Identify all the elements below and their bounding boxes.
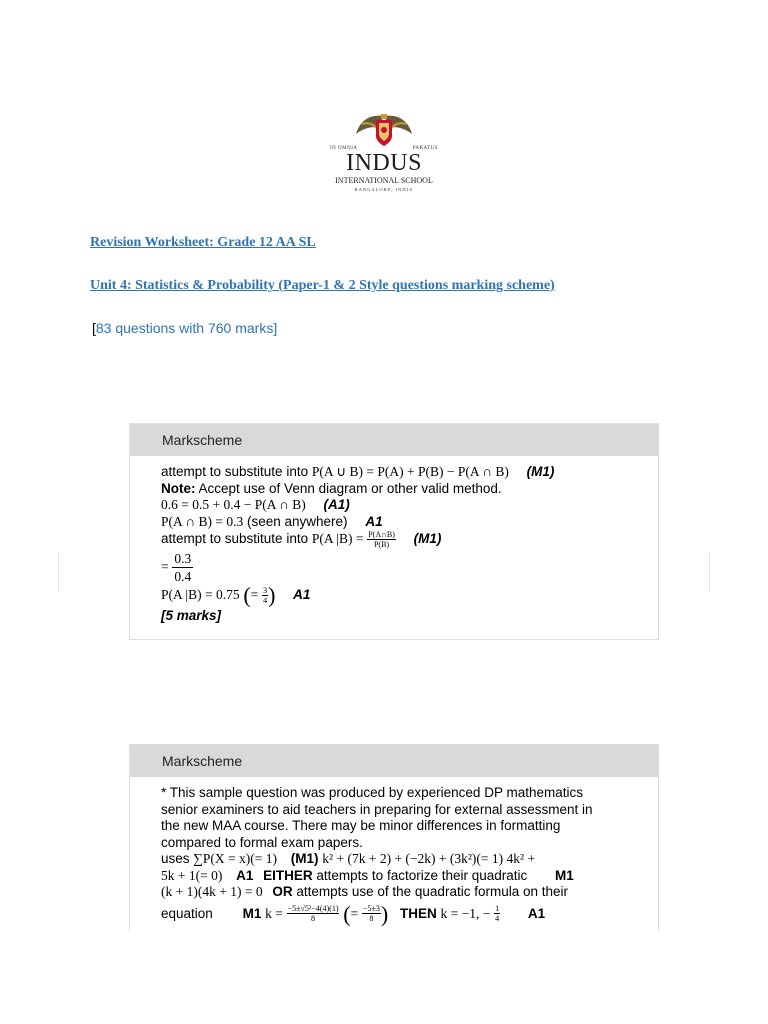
school-logo	[330, 112, 438, 198]
ms1-line-4	[161, 514, 628, 531]
logo-name: INDUS	[346, 150, 422, 176]
ms1-line-3	[161, 497, 628, 514]
question-count-bracket: [	[92, 320, 96, 336]
ms1-l5-fraction	[367, 530, 396, 549]
markscheme-body-1	[130, 456, 658, 625]
ms1-l7-mark: A1	[293, 587, 311, 603]
ms2-either: EITHER	[263, 867, 313, 883]
question-count	[92, 320, 277, 336]
ms2-l6-mark: A1	[236, 867, 254, 883]
ms1-l5-text: attempt to substitute into	[161, 531, 309, 547]
ms1-l5-num: P(A∩B)	[368, 530, 395, 539]
ms2-l7-math: (k + 1)(4k + 1) = 0	[161, 884, 263, 899]
ms2-l8-fraction	[287, 904, 340, 923]
ms1-l6-num: 0.3	[174, 551, 192, 566]
ms1-l7-den: 4	[263, 596, 268, 605]
ms2-l8-fraction2	[362, 904, 381, 923]
overlay-right-edge	[709, 553, 710, 591]
ms2-line-7	[161, 884, 628, 901]
ms2-para-2: senior examiners to aid teachers in preparing for external assessment in	[161, 801, 593, 817]
ms1-l6-eq: =	[161, 559, 169, 575]
ms2-l8-rden: 4	[495, 914, 500, 924]
ms2-l8-k: k =	[265, 905, 283, 921]
motto-left: IN OMNIA	[330, 146, 358, 151]
ms1-l5-math: P(A |B) =	[311, 531, 364, 547]
ms2-l5-text: uses	[161, 851, 190, 866]
ms1-line-7: P(A |B) = 0.75 (= $\frac{3}{4}$ ) A1	[161, 582, 311, 608]
ms2-l6-text: attempts to factorize their quadratic	[312, 867, 528, 883]
ms2-l8-result: k = −1, −	[440, 905, 491, 921]
ms1-total: [5 marks]	[161, 608, 222, 623]
ms2-l7-text: attempts use of the quadratic formula on their	[292, 884, 568, 899]
ms1-l1-mark: (M1)	[526, 464, 555, 479]
ms1-l1-text: attempt to substitute into	[161, 464, 309, 479]
ms2-then: THEN	[399, 905, 437, 921]
question-count-text: 83 questions with 760 marks]	[95, 320, 278, 336]
ms2-line-6	[161, 868, 628, 885]
crest-icon	[330, 112, 438, 148]
ms2-para-3: the new MAA course. There may be minor differences in formatting	[161, 818, 561, 833]
logo-subtitle: INTERNATIONAL SCHOOL	[335, 176, 433, 185]
ms1-l6-den: 0.4	[174, 569, 192, 584]
ms2-l5-mark: (M1)	[290, 851, 319, 866]
ms2-l8-mark2: A1	[527, 905, 546, 921]
markscheme-header-2: Markscheme	[130, 745, 658, 777]
ms2-l5-expr: k² + (7k + 2) + (−2k) + (3k²)(= 1) 4k² +	[322, 851, 536, 866]
ms2-l8-num2: −5±3	[362, 904, 380, 914]
ms1-line-5	[161, 530, 628, 550]
ms2-para-4: compared to formal exam papers.	[161, 834, 363, 850]
ms1-note-label: Note:	[161, 480, 196, 496]
ms2-l8-num: −5±√5²−4(4)(1)	[287, 904, 339, 914]
ms2-line-5	[161, 851, 628, 868]
ms1-l4-text: (seen anywhere)	[243, 513, 348, 529]
markscheme-header-1: Markscheme	[130, 424, 658, 456]
markscheme-box-1	[129, 423, 659, 640]
logo-city: BANGALORE, INDIA	[354, 187, 414, 192]
unit-title-link[interactable]: Unit 4: Statistics & Probability (Paper-1 & 2 Style questions marking scheme)	[90, 278, 555, 293]
worksheet-title-link[interactable]: Revision Worksheet: Grade 12 AA SL	[90, 235, 316, 250]
ms2-l6-mark2: M1	[555, 867, 574, 883]
ms1-l4-math: P(A ∩ B) = 0.3	[161, 513, 244, 529]
ms2-l8-mark: M1	[242, 905, 262, 921]
ms2-l5-math: ∑P(X = x)(= 1)	[193, 851, 278, 866]
ms1-l7-math: P(A |B) = 0.75	[161, 587, 240, 603]
ms2-l8-rnum: 1	[495, 904, 500, 914]
ms2-l6-math: 5k + 1(= 0)	[161, 867, 223, 883]
ms1-l3-math: 0.6 = 0.5 + 0.4 − P(A ∩ B)	[161, 497, 306, 512]
markscheme-body-2	[130, 777, 658, 927]
ms2-l8-rfraction	[494, 904, 500, 923]
ms1-l1-math: P(A ∪ B) = P(A) + P(B) − P(A ∩ B)	[311, 464, 509, 479]
ms1-note-text: Accept use of Venn diagram or other valid method.	[195, 480, 502, 496]
ms1-l4-mark: A1	[365, 513, 383, 529]
ms2-l8-text: equation	[161, 905, 213, 921]
ms1-line-6	[161, 550, 628, 586]
ms2-para-1: * This sample question was produced by experienced DP mathematics	[161, 785, 583, 800]
ms1-l7-eq: =	[250, 587, 259, 603]
ms2-l8-eq: =	[350, 905, 359, 921]
ms1-l3-mark: (A1)	[323, 497, 350, 512]
ms1-l5-den: P(B)	[373, 540, 390, 549]
motto-right: PARATUS	[412, 146, 438, 151]
ms2-or: OR	[272, 884, 293, 899]
ms1-l5-mark: (M1)	[413, 531, 442, 547]
ms1-l6-fraction	[172, 550, 193, 585]
markscheme-box-2	[129, 744, 659, 931]
ms1-line-1	[161, 464, 628, 481]
ms2-line-8: equation M1 k = $\frac{\text{−5±√5²−4(4)(1)}}{8}$ (= $\frac{-5\pm 3}{8}$ ) THEN k = −1, − $\frac{1}{4}$ A1	[161, 900, 546, 926]
ms2-l8-den: 8	[311, 914, 316, 924]
ms1-line-2	[161, 481, 628, 498]
ms1-l7-num: 3	[263, 586, 268, 595]
ms2-l8-den2: 8	[369, 914, 374, 924]
overlay-left-edge	[58, 553, 59, 591]
